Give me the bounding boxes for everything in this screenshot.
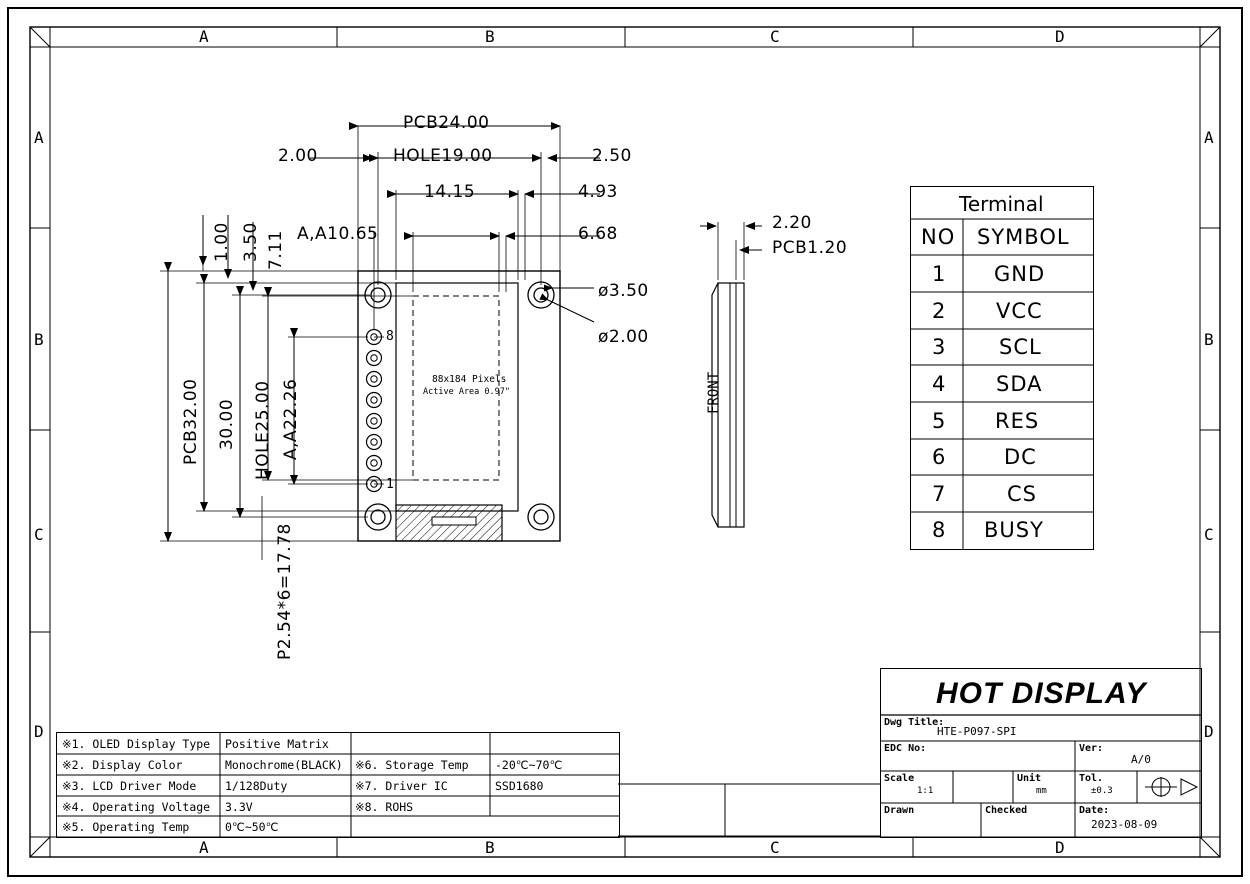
dim-pcb-width: PCB24.00 [403, 113, 490, 133]
terminal-row-no: 2 [932, 299, 947, 323]
field-value-scale: 1:1 [917, 786, 934, 796]
field-label-dwg-title: Dwg Title: [884, 717, 945, 728]
spec-label: ※7. Driver IC [355, 779, 448, 793]
field-label-edc-no: EDC No: [884, 743, 927, 754]
dim-1-00: 1.00 [212, 222, 232, 262]
dim-side-2-20: 2.20 [772, 213, 812, 233]
terminal-row-symbol: SDA [996, 372, 1043, 396]
terminal-row-no: 5 [932, 409, 947, 433]
spec-label: ※1. OLED Display Type [62, 737, 211, 751]
zone-label-right-d: D [1204, 722, 1214, 741]
terminal-table [910, 186, 1094, 550]
dim-7-11: 7.11 [266, 230, 286, 270]
zone-label-left-c: C [34, 525, 44, 544]
terminal-row-symbol: SCL [999, 335, 1042, 359]
dim-30-00: 30.00 [217, 398, 237, 450]
field-value-unit: mm [1036, 786, 1047, 796]
dim-side-pcb1-20: PCB1.20 [772, 238, 848, 258]
terminal-row-symbol: BUSY [984, 518, 1044, 542]
spec-value: Positive Matrix [225, 737, 329, 751]
pin-label-1: 1 [386, 477, 394, 492]
field-label-date: Date: [1079, 805, 1110, 816]
zone-label-right-a: A [1204, 128, 1214, 147]
terminal-row-symbol: DC [1004, 445, 1037, 469]
spec-label: ※4. Operating Voltage [62, 800, 211, 814]
field-label-drawn: Drawn [884, 805, 915, 816]
dim-hole-dia-2-00: ø2.00 [598, 327, 649, 347]
spec-label: ※6. Storage Temp [355, 758, 469, 772]
zone-label-left-b: B [34, 330, 44, 349]
zone-label-right-c: C [1204, 525, 1214, 544]
zone-label-top-c: C [770, 27, 780, 46]
field-value-date: 2023-08-09 [1091, 818, 1158, 831]
dim-aa10-65: A,A10.65 [297, 224, 379, 244]
dim-4-93: 4.93 [578, 182, 618, 202]
dim-hole-width: HOLE19.00 [393, 146, 493, 166]
terminal-row-no: 4 [932, 372, 947, 396]
zone-label-right-b: B [1204, 330, 1214, 349]
spec-label: ※3. LCD Driver Mode [62, 779, 197, 793]
dim-aa22-26: A,A22.26 [281, 378, 301, 460]
dim-3-50: 3.50 [241, 222, 261, 262]
dim-hole-dia-3-50: ø3.50 [598, 281, 649, 301]
dim-edge-left: 2.00 [278, 146, 318, 166]
dim-hole25: HOLE25.00 [253, 380, 273, 480]
spec-label: ※8. ROHS [355, 800, 414, 814]
spec-value: 1/128Duty [225, 779, 288, 793]
spec-label: ※5. Operating Temp [62, 820, 190, 834]
spec-value: 3.3V [225, 800, 253, 814]
dim-6-68: 6.68 [578, 224, 618, 244]
side-view-label: FRONT [706, 371, 722, 414]
spec-value: -20℃~70℃ [495, 758, 563, 772]
spec-label: ※2. Display Color [62, 758, 183, 772]
active-area-size: Active Area 0.97" [423, 387, 510, 397]
zone-label-top-b: B [485, 27, 495, 46]
zone-label-left-d: D [34, 722, 44, 741]
field-label-scale: Scale [884, 773, 915, 784]
terminal-row-no: 6 [932, 445, 947, 469]
title-block [880, 668, 1202, 838]
field-label-checked: Checked [985, 805, 1028, 816]
terminal-row-no: 1 [932, 262, 947, 286]
dim-pcb32: PCB32.00 [181, 378, 201, 465]
terminal-header-symbol: SYMBOL [977, 225, 1070, 249]
zone-label-top-d: D [1055, 27, 1065, 46]
zone-label-bottom-a: A [199, 838, 209, 857]
terminal-header-no: NO [921, 225, 956, 249]
dim-edge-right: 2.50 [592, 146, 632, 166]
terminal-row-symbol: VCC [996, 299, 1043, 323]
dim-14-15: 14.15 [424, 182, 476, 202]
spec-value: Monochrome(BLACK) [225, 758, 343, 772]
zone-label-bottom-c: C [770, 838, 780, 857]
spec-value: 0℃~50℃ [225, 820, 279, 834]
field-label-unit: Unit [1017, 773, 1042, 784]
field-value-ver: A/0 [1131, 753, 1151, 766]
field-label-ver: Ver: [1079, 743, 1104, 754]
field-value-tol: ±0.3 [1091, 786, 1113, 796]
terminal-row-symbol: CS [1007, 482, 1037, 506]
zone-label-bottom-d: D [1055, 838, 1065, 857]
spec-table [56, 732, 620, 838]
pin-label-8: 8 [386, 329, 394, 344]
zone-label-top-a: A [199, 27, 209, 46]
spec-value: SSD1680 [495, 779, 544, 793]
field-value-dwg-title: HTE-P097-SPI [937, 725, 1017, 738]
terminal-row-symbol: RES [995, 409, 1040, 433]
zone-label-left-a: A [34, 128, 44, 147]
terminal-row-no: 8 [932, 518, 947, 542]
terminal-title: Terminal [959, 192, 1044, 216]
zone-label-bottom-b: B [485, 838, 495, 857]
active-area-pixels: 88x184 Pixels [432, 374, 507, 385]
terminal-row-no: 7 [932, 482, 947, 506]
terminal-row-no: 3 [932, 335, 947, 359]
dim-pitch: P2.54*6=17.78 [275, 523, 295, 660]
field-label-tol: Tol. [1079, 773, 1104, 784]
brand-title: HOT DISPLAY [936, 677, 1147, 710]
terminal-row-symbol: GND [994, 262, 1046, 286]
